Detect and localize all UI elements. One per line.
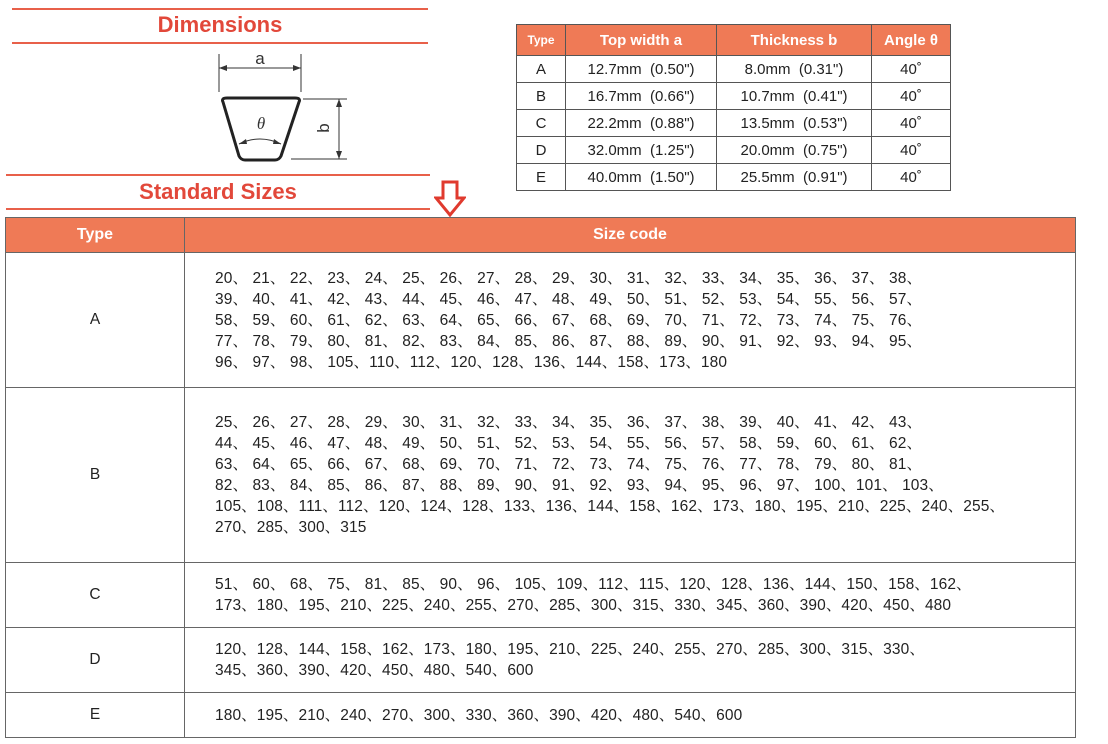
- standard-sizes-table: [5, 217, 1076, 738]
- size-code-line: 120、128、144、158、162、173、180、195、210、225、240、255、270、285、300、315、330、: [215, 641, 925, 658]
- sizes-table-header: [6, 218, 1076, 253]
- header-type: Type: [517, 25, 566, 56]
- cell-top-width: 16.7mm (0.66"): [566, 83, 717, 110]
- label-b: b: [314, 123, 333, 133]
- size-code-line: 63、 64、 65、 66、 67、 68、 69、 70、 71、 72、 73、 74、 75、 76、 77、 78、 79、 80、 81、: [215, 456, 923, 473]
- cell-angle: 40˚: [872, 164, 951, 191]
- cell-size-codes: [185, 253, 1076, 388]
- table-row: [517, 137, 951, 164]
- cell-type: E: [517, 164, 566, 191]
- table-row: [517, 56, 951, 83]
- dimension-table: [516, 24, 951, 191]
- table-row: [6, 563, 1076, 628]
- size-code-line: 77、 78、 79、 80、 81、 82、 83、 84、 85、 86、 87、 88、 89、 90、 91、 92、 93、 94、 95、: [215, 332, 923, 350]
- heading-rule: [12, 42, 428, 44]
- size-code-line: 105、108、111、112、120、124、128、133、136、144、158、162、173、180、195、210、225、240、255、: [215, 498, 1006, 515]
- cell-size-codes: [185, 693, 1076, 738]
- heading-rule: [6, 208, 430, 210]
- header-angle: Angle θ: [872, 25, 951, 56]
- cell-top-width: 22.2mm (0.88"): [566, 110, 717, 137]
- size-code-line: 39、 40、 41、 42、 43、 44、 45、 46、 47、 48、 49、 50、 51、 52、 53、 54、 55、 56、 57、: [215, 290, 923, 308]
- cell-type: D: [6, 628, 185, 693]
- table-row: [6, 628, 1076, 693]
- size-code-line: 345、360、390、420、450、480、540、600: [215, 662, 534, 679]
- size-code-line: 173、180、195、210、225、240、255、270、285、300、315、330、345、360、390、420、450、480: [215, 597, 952, 614]
- cell-thickness: 13.5mm (0.53"): [717, 110, 872, 137]
- header-top-width: Top width a: [566, 25, 717, 56]
- table-row: [517, 110, 951, 137]
- cell-angle: 40˚: [872, 137, 951, 164]
- table-row: [517, 83, 951, 110]
- cell-type: B: [517, 83, 566, 110]
- size-code-line: 20、 21、 22、 23、 24、 25、 26、 27、 28、 29、 30、 31、 32、 33、 34、 35、 36、 37、 38、: [215, 269, 923, 287]
- heading-rule: [12, 8, 428, 10]
- cell-size-codes: [185, 563, 1076, 628]
- size-code-line: 51、 60、 68、 75、 81、 85、 90、 96、 105、109、112、115、120、128、136、144、150、158、162、: [215, 576, 972, 593]
- cell-type: C: [517, 110, 566, 137]
- belt-cross-section-diagram: [205, 48, 355, 168]
- cell-type: A: [6, 253, 185, 388]
- cell-thickness: 25.5mm (0.91"): [717, 164, 872, 191]
- cell-top-width: 40.0mm (1.50"): [566, 164, 717, 191]
- standard-sizes-heading-block: [6, 174, 430, 210]
- cell-top-width: 12.7mm (0.50"): [566, 56, 717, 83]
- dimension-table-header: [517, 25, 951, 56]
- table-row: [6, 388, 1076, 563]
- cell-type: B: [6, 388, 185, 563]
- cell-type: D: [517, 137, 566, 164]
- table-row: [6, 693, 1076, 738]
- cell-thickness: 8.0mm (0.31"): [717, 56, 872, 83]
- heading-rule: [6, 174, 430, 176]
- cell-thickness: 10.7mm (0.41"): [717, 83, 872, 110]
- header-thickness: Thickness b: [717, 25, 872, 56]
- cell-type: C: [6, 563, 185, 628]
- size-code-line: 82、 83、 84、 85、 86、 87、 88、 89、 90、 91、 92、 93、 94、 95、 96、 97、 100、101、 103、: [215, 477, 944, 494]
- size-code-line: 44、 45、 46、 47、 48、 49、 50、 51、 52、 53、 54、 55、 56、 57、 58、 59、 60、 61、 62、: [215, 435, 923, 452]
- cell-type: A: [517, 56, 566, 83]
- header-type: Type: [6, 218, 185, 253]
- size-code-line: 180、195、210、240、270、300、330、360、390、420、480、540、600: [215, 706, 743, 724]
- cell-size-codes: [185, 388, 1076, 563]
- size-code-line: 96、 97、 98、 105、110、112、120、128、136、144、158、173、180: [215, 353, 728, 371]
- cell-top-width: 32.0mm (1.25"): [566, 137, 717, 164]
- cell-angle: 40˚: [872, 83, 951, 110]
- size-code-line: 270、285、300、315: [215, 519, 367, 536]
- size-code-line: 25、 26、 27、 28、 29、 30、 31、 32、 33、 34、 35、 36、 37、 38、 39、 40、 41、 42、 43、: [215, 414, 923, 431]
- cell-thickness: 20.0mm (0.75"): [717, 137, 872, 164]
- arrow-down-icon: [434, 180, 466, 218]
- label-a: a: [255, 49, 265, 68]
- label-angle: θ: [256, 114, 266, 133]
- dimensions-heading-block: [12, 8, 428, 44]
- cell-type: E: [6, 693, 185, 738]
- table-row: [6, 253, 1076, 388]
- dimensions-heading: Dimensions: [157, 12, 283, 37]
- cell-angle: 40˚: [872, 56, 951, 83]
- cell-size-codes: [185, 628, 1076, 693]
- header-size-code: Size code: [185, 218, 1076, 253]
- standard-sizes-heading: Standard Sizes: [139, 179, 297, 204]
- cell-angle: 40˚: [872, 110, 951, 137]
- table-row: [517, 164, 951, 191]
- size-code-line: 58、 59、 60、 61、 62、 63、 64、 65、 66、 67、 68、 69、 70、 71、 72、 73、 74、 75、 76、: [215, 311, 923, 329]
